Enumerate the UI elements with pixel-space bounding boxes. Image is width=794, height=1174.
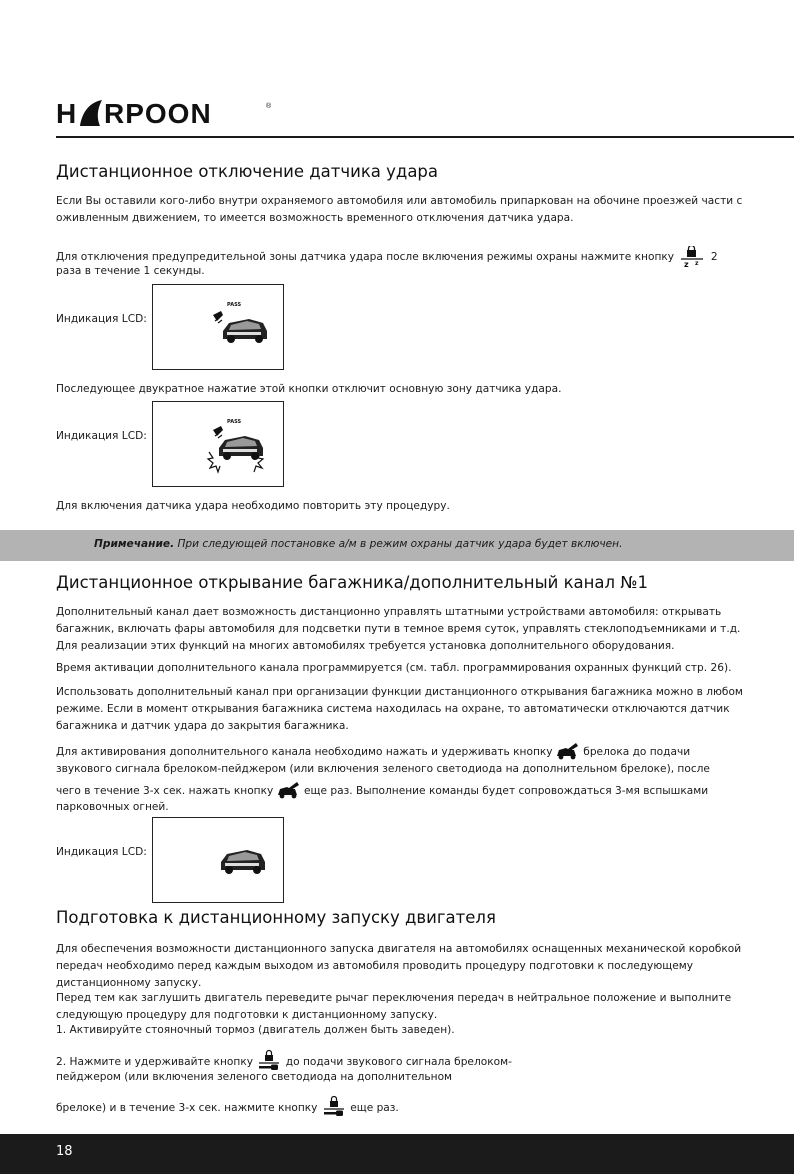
- svg-text:H: H: [56, 98, 78, 128]
- lcd-label-2: Индикация LCD:: [56, 430, 147, 442]
- shock-sensor-intro: Если Вы оставили кого-либо внутри охраняемого автомобиля или автомобиль припаркован на обочине проезжей части с оживленным движением, то имеется возможность временного отключения датчика удара.: [56, 195, 743, 224]
- section-title-remote-start: Подготовка к дистанционному запуску двигателя: [56, 908, 496, 927]
- trunk-p4-line2: звукового сигнала брелоком-пейджером (или включения зеленого светодиода на дополнительном брелоке), после: [56, 763, 710, 775]
- lcd-car-icon: [221, 850, 265, 874]
- lcd-pass-label-2: PASS: [227, 419, 242, 425]
- page-number: 18: [56, 1144, 73, 1159]
- remote-start-p1: Для обеспечения возможности дистанционного запуска двигателя на автомобилях оснащенных механической коробкой передач необходимо перед каждым выходом из автомобиля проводить процедуру подготовки к последующему дистанционному запуску.: [56, 943, 742, 989]
- header-rule: [56, 136, 794, 138]
- lcd-label-3: Индикация LCD:: [56, 846, 147, 858]
- svg-text:RPOON: RPOON: [104, 98, 212, 128]
- shock-sensor-repeat: Для включения датчика удара необходимо повторить эту процедуру.: [56, 500, 450, 512]
- remote-start-step1: 1. Активируйте стояночный тормоз (двигатель должен быть заведен).: [56, 1024, 455, 1036]
- lcd-car-icon: [219, 436, 263, 460]
- section-title-shock-sensor: Дистанционное отключение датчика удара: [56, 162, 439, 181]
- shock-sensor-step2: Последующее двукратное нажатие этой кнопки отключит основную зону датчика удара.: [56, 383, 562, 395]
- trunk-p4-line1: Для активирования дополнительного канала необходимо нажать и удерживать кнопку брелока до подачи: [56, 742, 746, 762]
- svg-text:®: ®: [266, 103, 272, 110]
- shock-sensor-step1-line2: раза в течение 1 секунды.: [56, 265, 205, 277]
- page-footer: [0, 1134, 794, 1174]
- remote-start-step2-line2: пейджером (или включения зеленого светодиода на дополнительном: [56, 1071, 453, 1083]
- trunk-button-icon: [556, 742, 580, 762]
- remote-start-step2-line3: брелоке) и в течение 3-х сек. нажмите кнопку еще раз.: [56, 1095, 746, 1121]
- lcd-display-1: [152, 284, 284, 370]
- lcd-display-2: [152, 401, 284, 487]
- trunk-p4-line4: парковочных огней.: [56, 801, 169, 813]
- lock-key-button-icon: [321, 1095, 347, 1121]
- trunk-p2: Время активации дополнительного канала программируется (см. табл. программирования охранных функций стр. 26).: [56, 662, 732, 674]
- lcd-car-icon: [223, 319, 267, 343]
- harpoon-logo: [56, 98, 296, 128]
- lcd-label-1: Индикация LCD:: [56, 313, 147, 325]
- trunk-p4-line3: чего в течение 3-х сек. нажать кнопку еще раз. Выполнение команды будет сопровождаться 3-мя вспышками: [56, 781, 746, 801]
- shock-sensor-step1: Для отключения предупредительной зоны датчика удара после включения режимы охраны нажмите кнопку z z 2: [56, 246, 746, 268]
- note-text: Примечание. При следующей постановке а/м в режим охраны датчик удара будет включен.: [94, 538, 623, 550]
- section-title-trunk: Дистанционное открывание багажника/дополнительный канал №1: [56, 573, 648, 592]
- trunk-p1: Дополнительный канал дает возможность дистанционно управлять штатными устройствами автомобиля: открывать багажник, включать фары автомобиля для подсветки пути в темное время суток, управлять стеклоподъемниками и т.д. Для реализации этих функций на многих автомобилях требуется установка дополнительного оборудования.: [56, 606, 741, 652]
- lcd-pass-label-1: PASS: [227, 302, 242, 308]
- lcd-shock-hand-icon: [213, 311, 223, 323]
- lcd-display-3: [152, 817, 284, 903]
- remote-start-step2-line1: 2. Нажмите и удерживайте кнопку до подачи звукового сигнала брелоком-: [56, 1049, 746, 1075]
- trunk-p3: Использовать дополнительный канал при организации функции дистанционного открывания багажника можно в любом режиме. Если в момент открывания багажника система находилась на охране, то автоматически отключаются датчик багажника и датчик удара до закрытия багажника.: [56, 686, 743, 732]
- svg-text:z: z: [684, 260, 690, 268]
- lcd-shock-hand-icon: [213, 426, 223, 438]
- remote-start-p2: Перед тем как заглушить двигатель переведите рычаг переключения передач в нейтральное положение и выполните следующую процедуру для подготовки к дистанционному запуску.: [56, 992, 732, 1021]
- svg-text:z: z: [695, 260, 699, 267]
- note-band: [0, 530, 794, 561]
- trunk-button-icon: [277, 781, 301, 801]
